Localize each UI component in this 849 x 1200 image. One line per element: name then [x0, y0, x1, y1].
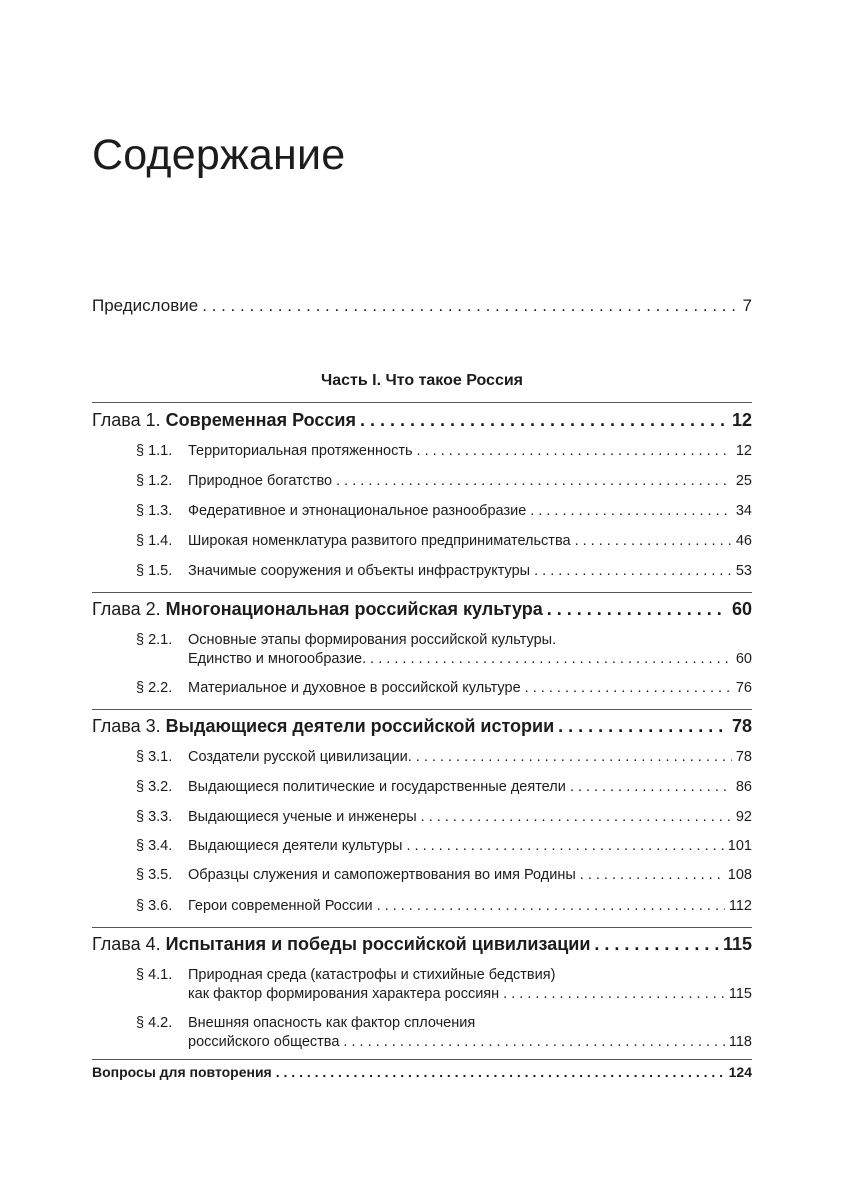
leader-dots	[336, 473, 732, 489]
section-title: Выдающиеся деятели культуры	[188, 838, 403, 854]
toc-entry-section-3-5[interactable]	[136, 867, 752, 883]
section-title: Выдающиеся политические и государственные деятели	[188, 779, 566, 795]
entry-page: 25	[735, 473, 752, 489]
section-number: § 1.2.	[136, 473, 173, 489]
divider	[92, 402, 752, 403]
leader-dots	[202, 296, 738, 316]
entry-page: 76	[735, 680, 752, 696]
leader-dots	[530, 503, 732, 519]
entry-page: 124	[728, 1064, 752, 1080]
entry-page: 12	[735, 443, 752, 459]
section-title: Значимые сооружения и объекты инфраструктуры	[188, 563, 531, 579]
toc-entry-chapter-4[interactable]	[92, 934, 752, 955]
toc-entry-chapter-2[interactable]	[92, 599, 752, 620]
entry-page: 53	[735, 563, 752, 579]
section-title: Создатели русской цивилизации.	[188, 749, 412, 765]
part-heading: Часть I. Что такое Россия	[320, 372, 524, 389]
toc-entry-chapter-1[interactable]	[92, 410, 752, 431]
divider	[92, 592, 752, 593]
toc-entry-section-4-2[interactable]	[136, 1015, 752, 1050]
leader-dots	[503, 986, 725, 1002]
leader-dots	[343, 1034, 724, 1050]
section-number: § 1.1.	[136, 443, 173, 459]
chapter-title: Многонациональная российская культура	[165, 599, 543, 619]
section-number: § 3.4.	[136, 838, 173, 854]
toc-entry-section-4-1[interactable]	[136, 967, 752, 1002]
chapter-prefix: Глава 1.	[92, 410, 161, 430]
section-title: Выдающиеся ученые и инженеры	[188, 809, 417, 825]
entry-page: 7	[742, 296, 752, 315]
toc-entry-section-3-4[interactable]	[136, 838, 752, 854]
leader-dots	[276, 1064, 725, 1080]
toc-entry-section-3-3[interactable]	[136, 809, 752, 825]
leader-dots	[421, 809, 732, 825]
entry-title: Вопросы для повторения	[92, 1064, 272, 1080]
section-title: Единство и многообразие.	[188, 651, 367, 667]
toc-entry-section-3-1[interactable]	[136, 749, 752, 765]
section-number: § 1.4.	[136, 533, 173, 549]
section-number: § 4.1.	[136, 967, 173, 983]
entry-page: 115	[722, 934, 752, 954]
section-number: § 3.2.	[136, 779, 173, 795]
entry-page: 92	[735, 809, 752, 825]
toc-entry-section-1-3[interactable]	[136, 503, 752, 519]
section-number: § 3.3.	[136, 809, 173, 825]
entry-page: 60	[735, 651, 752, 667]
leader-dots	[534, 563, 732, 579]
entry-page: 112	[728, 898, 752, 914]
entry-page: 46	[735, 533, 752, 549]
leader-dots	[417, 443, 732, 459]
toc-entry-section-3-6[interactable]	[136, 898, 752, 914]
entry-page: 12	[731, 410, 752, 430]
section-number: § 3.5.	[136, 867, 173, 883]
entry-page: 34	[735, 503, 752, 519]
section-number: § 1.5.	[136, 563, 173, 579]
section-title: Образцы служения и самопожертвования во имя Родины	[188, 867, 576, 883]
section-title-line1: Внешняя опасность как фактор сплочения	[188, 1015, 476, 1031]
chapter-prefix: Глава 2.	[92, 599, 161, 619]
section-title-line1: Природная среда (катастрофы и стихийные бедствия)	[188, 967, 556, 983]
chapter-title: Выдающиеся деятели российской истории	[165, 716, 555, 736]
chapter-prefix: Глава 3.	[92, 716, 161, 736]
leader-dots	[360, 410, 728, 431]
leader-dots	[370, 651, 732, 667]
section-title: Территориальная протяженность	[188, 443, 413, 459]
section-title-line1: Основные этапы формирования российской культуры.	[188, 632, 557, 648]
entry-page: 108	[727, 867, 752, 883]
section-number: § 2.2.	[136, 680, 173, 696]
leader-dots	[558, 716, 728, 737]
section-number: § 2.1.	[136, 632, 173, 648]
leader-dots	[377, 898, 725, 914]
page-title: Содержание	[92, 131, 346, 179]
entry-page: 115	[728, 986, 752, 1002]
toc-entry-chapter-3[interactable]	[92, 716, 752, 737]
toc-entry-section-2-2[interactable]	[136, 680, 752, 696]
toc-entry-review[interactable]	[92, 1064, 752, 1080]
toc-entry-section-3-2[interactable]	[136, 779, 752, 795]
entry-page: 101	[727, 838, 752, 854]
toc-entry-section-1-4[interactable]	[136, 533, 752, 549]
entry-title: Предисловие	[92, 296, 199, 315]
entry-page: 78	[731, 716, 752, 736]
section-number: § 3.6.	[136, 898, 173, 914]
divider	[92, 709, 752, 710]
section-title: Широкая номенклатура развитого предпринимательства	[188, 533, 571, 549]
leader-dots	[416, 749, 732, 765]
leader-dots	[525, 680, 732, 696]
section-title: российского общества	[188, 1034, 340, 1050]
toc-entry-preface[interactable]	[92, 296, 752, 316]
toc-entry-section-1-1[interactable]	[136, 443, 752, 459]
section-title: Федеративное и этнонациональное разнообразие	[188, 503, 527, 519]
divider	[92, 1059, 752, 1060]
leader-dots	[547, 599, 728, 620]
section-title: как фактор формирования характера россиян	[188, 986, 500, 1002]
leader-dots	[406, 838, 723, 854]
entry-page: 118	[728, 1034, 752, 1050]
section-title: Материальное и духовное в российской культуре	[188, 680, 521, 696]
leader-dots	[570, 779, 732, 795]
chapter-title: Современная Россия	[165, 410, 356, 430]
section-number: § 4.2.	[136, 1015, 173, 1031]
section-title: Герои современной России	[188, 898, 373, 914]
section-title: Природное богатство	[188, 473, 333, 489]
leader-dots	[580, 867, 724, 883]
chapter-prefix: Глава 4.	[92, 934, 161, 954]
toc-entry-section-2-1[interactable]	[136, 632, 752, 667]
toc-entry-section-1-2[interactable]	[136, 473, 752, 489]
section-number: § 1.3.	[136, 503, 173, 519]
entry-page: 60	[731, 599, 752, 619]
chapter-title: Испытания и победы российской цивилизации	[165, 934, 591, 954]
divider	[92, 927, 752, 928]
section-number: § 3.1.	[136, 749, 173, 765]
leader-dots	[575, 533, 732, 549]
entry-page: 78	[735, 749, 752, 765]
leader-dots	[594, 934, 719, 955]
toc-entry-section-1-5[interactable]	[136, 563, 752, 579]
entry-page: 86	[735, 779, 752, 795]
